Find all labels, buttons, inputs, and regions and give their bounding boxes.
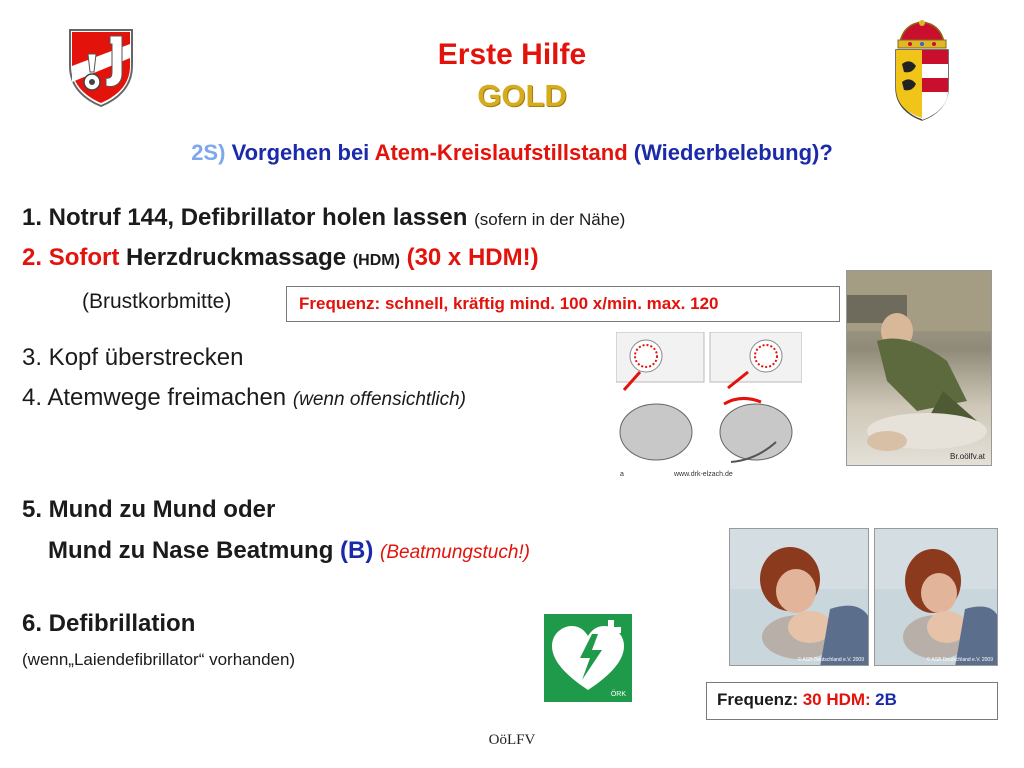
cpr-photo-credit: Br.oölfv.at: [950, 452, 985, 461]
step-2: [22, 244, 539, 272]
step-2-sofort: Sofort: [48, 244, 120, 271]
rescue-breath-credit-1: © ASB Deutschland e.V. 2009: [797, 657, 864, 663]
ratio-box: [706, 682, 998, 720]
rescue-breath-photo-1: [729, 528, 869, 666]
step-1-text: 1. Notruf 144, Defibrillator holen lassen: [22, 204, 468, 231]
step-5-note: (Beatmungstuch!): [380, 542, 530, 563]
question-heading: [0, 140, 1024, 166]
step-2-number: 2.: [22, 244, 43, 271]
step-2-sub: (Brustkorbmitte): [82, 290, 232, 313]
step-5-text: Mund zu Nase Beatmung: [48, 537, 334, 564]
step-1-note: (sofern in der Nähe): [474, 210, 626, 229]
ratio-label: Frequenz:: [717, 690, 799, 709]
step-5-line1: 5. Mund zu Mund oder: [22, 496, 276, 523]
question-part1: Vorgehen bei: [231, 140, 370, 165]
question-code: 2S): [191, 140, 226, 165]
ratio-hdm: 30 HDM:: [802, 690, 871, 709]
slide-title: Erste Hilfe: [437, 38, 587, 71]
airway-credit: www.drk-elzach.de: [674, 471, 733, 478]
step-6: 6. Defibrillation: [22, 610, 196, 637]
cpr-photo: [846, 270, 992, 466]
step-2-abbr: (HDM): [352, 252, 400, 269]
step-5-line2: [48, 537, 530, 565]
step-2-text: Herzdruckmassage: [126, 244, 347, 271]
step-4-text: 4. Atemwege freimachen: [22, 384, 287, 411]
aed-sign: [544, 614, 632, 702]
step-5-b: (B): [340, 537, 374, 564]
step-1: [22, 204, 625, 232]
footer-text: OöLFV: [488, 732, 536, 748]
airway-illustration: [616, 332, 802, 478]
aed-label: ÖRK: [610, 691, 626, 698]
rescue-breath-photo-2: [874, 528, 998, 666]
airway-label: a: [620, 471, 624, 478]
step-4: [22, 384, 466, 412]
question-part2: Atem-Kreislaufstillstand: [374, 140, 628, 165]
step-4-note: (wenn offensichtlich): [292, 389, 467, 410]
step-3: 3. Kopf überstrecken: [22, 344, 244, 371]
frequency-text: Frequenz: schnell, kräftig mind. 100 x/min. max. 120: [299, 294, 719, 313]
question-part3: (Wiederbelebung)?: [633, 140, 833, 165]
rescue-breath-credit-2: © ASB Deutschland e.V. 2009: [926, 657, 993, 663]
slide-level-gold: GOLD: [477, 78, 567, 113]
step-2-count: (30 x HDM!): [406, 244, 539, 271]
frequency-box: [286, 286, 840, 322]
step-6-note: (wenn„Laiendefibrillator“ vorhanden): [22, 650, 296, 669]
ratio-b: 2B: [875, 690, 897, 709]
